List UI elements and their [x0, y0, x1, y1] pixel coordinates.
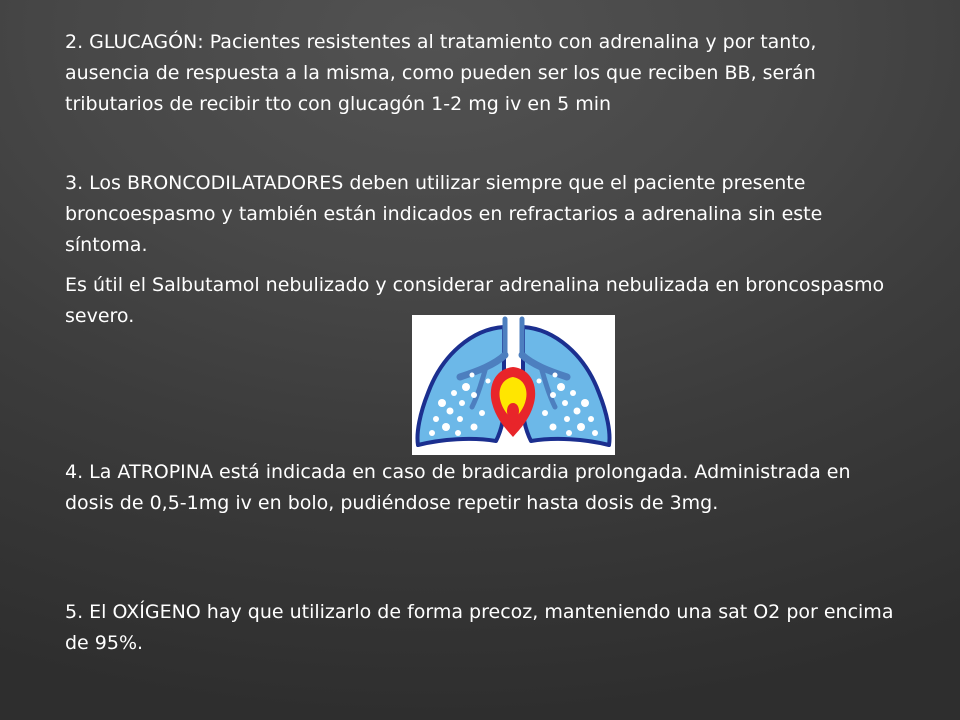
lungs-icon: [412, 315, 615, 455]
paragraph-oxigeno: 5. El OXÍGENO hay que utilizarlo de forma precoz, manteniendo una sat O2 por encima de 95%.: [65, 601, 894, 654]
paragraph-atropina: 4. La ATROPINA está indicada en caso de bradicardia prolongada. Administrada en dosis de 0,5-1mg iv en bolo, pudiéndose repetir hasta dosis de 3mg.: [65, 461, 851, 514]
paragraph-salbutamol: Es útil el Salbutamol nebulizado y considerar adrenalina nebulizada en broncospasmo severo.: [65, 274, 885, 327]
paragraph-glucagon: 2. GLUCAGÓN: Pacientes resistentes al tratamiento con adrenalina y por tanto, ausencia de respuesta a la misma, como pueden ser los que reciben BB, serán tributarios de recibir tto con glucagón 1-2 mg iv en 5 min: [65, 31, 817, 115]
paragraph-broncodilatadores: 3. Los BRONCODILATADORES deben utilizar siempre que el paciente presente broncoespasmo y también están indicados en refractarios a adrenalina sin este síntoma.: [65, 172, 823, 256]
lungs-illustration: [412, 315, 615, 455]
